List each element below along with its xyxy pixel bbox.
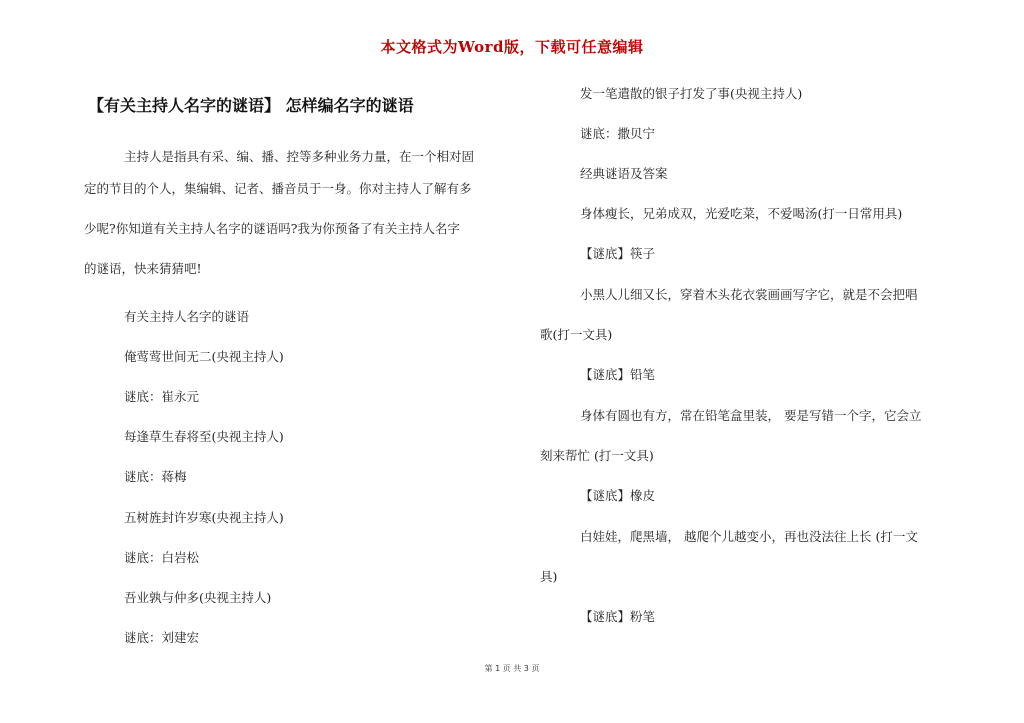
riddle-question: 俺莺莺世间无二(央视主持人) <box>124 349 284 364</box>
riddle-answer: 【谜底】橡皮 <box>580 488 656 503</box>
riddle-answer: 谜底：崔永元 <box>124 389 200 404</box>
paragraph-line: 少呢?你知道有关主持人名字的谜语吗?我为你预备了有关主持人名字 <box>84 221 460 236</box>
riddle-answer: 【谜底】筷子 <box>580 246 656 261</box>
page-number: 第 1 页 共 3 页 <box>484 664 540 673</box>
article-title: 【有关主持人名字的谜语】 怎样编名字的谜语 <box>88 96 414 115</box>
riddle-question: 身体瘦长，兄弟成双，光爱吃菜，不爱喝汤(打一日常用具) <box>580 206 903 221</box>
riddle-question: 发一笔遣散的银子打发了事(央视主持人) <box>580 86 803 101</box>
riddle-question-continued: 刻来帮忙 (打一文具) <box>540 448 654 463</box>
riddle-question: 每逢草生春将至(央视主持人) <box>124 429 284 444</box>
riddle-answer: 谜底：刘建宏 <box>124 630 200 645</box>
riddle-question: 身体有圆也有方，常在铅笔盒里装， 要是写错一个字，它会立 <box>580 408 922 423</box>
word-format-banner: 本文格式为Word版，下载可任意编辑 <box>380 38 644 56</box>
riddle-question: 小黑人儿细又长，穿着木头花衣裳画画写字它，就是不会把唱 <box>580 287 918 302</box>
section-heading: 有关主持人名字的谜语 <box>124 309 250 324</box>
riddle-answer: 谜底：白岩松 <box>124 550 200 565</box>
paragraph-line: 主持人是指具有采、编、播、控等多种业务力量，在一个相对固 <box>124 149 475 164</box>
riddle-answer: 【谜底】铅笔 <box>580 367 656 382</box>
paragraph-line: 的谜语，快来猜猜吧! <box>84 261 202 276</box>
riddle-question: 五树旌封许岁寒(央视主持人) <box>124 510 284 525</box>
riddle-answer: 谜底：撒贝宁 <box>580 126 656 141</box>
riddle-question: 吾业孰与仲多(央视主持人) <box>124 590 272 605</box>
riddle-question-continued: 具) <box>540 569 558 584</box>
riddle-question: 白娃娃，爬黑墙， 越爬个儿越变小，再也没法往上长 (打一文 <box>580 529 918 544</box>
riddle-answer: 【谜底】粉笔 <box>580 609 656 624</box>
section-heading: 经典谜语及答案 <box>580 166 668 181</box>
riddle-question-continued: 歌(打一文具) <box>540 327 613 342</box>
riddle-answer: 谜底：蒋梅 <box>124 469 187 484</box>
paragraph-line: 定的节目的个人，集编辑、记者、播音员于一身。你对主持人了解有多 <box>84 181 472 196</box>
